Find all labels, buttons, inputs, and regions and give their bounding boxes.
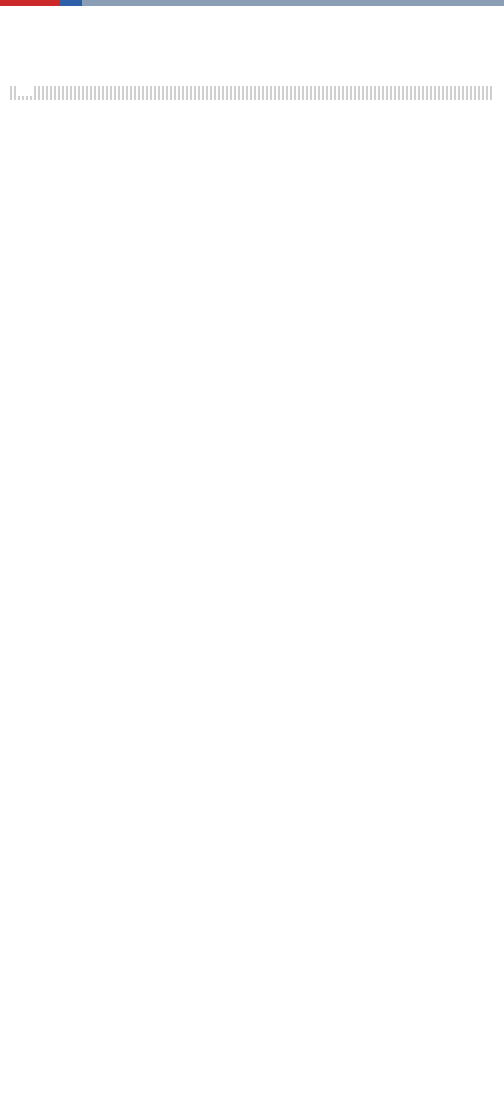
- top-rule-red-segment: [0, 0, 60, 6]
- next-article-strip: [0, 1074, 504, 1098]
- masthead-pattern-band: [10, 86, 494, 100]
- top-rule-blue-segment: [60, 0, 82, 6]
- headline: [10, 148, 494, 196]
- section-masthead: [10, 48, 494, 108]
- article-body: [8, 208, 492, 1064]
- top-color-rule: [0, 0, 504, 6]
- next-article-headline: [14, 1080, 490, 1104]
- section-title: [16, 50, 32, 96]
- sub-headline: [14, 112, 490, 142]
